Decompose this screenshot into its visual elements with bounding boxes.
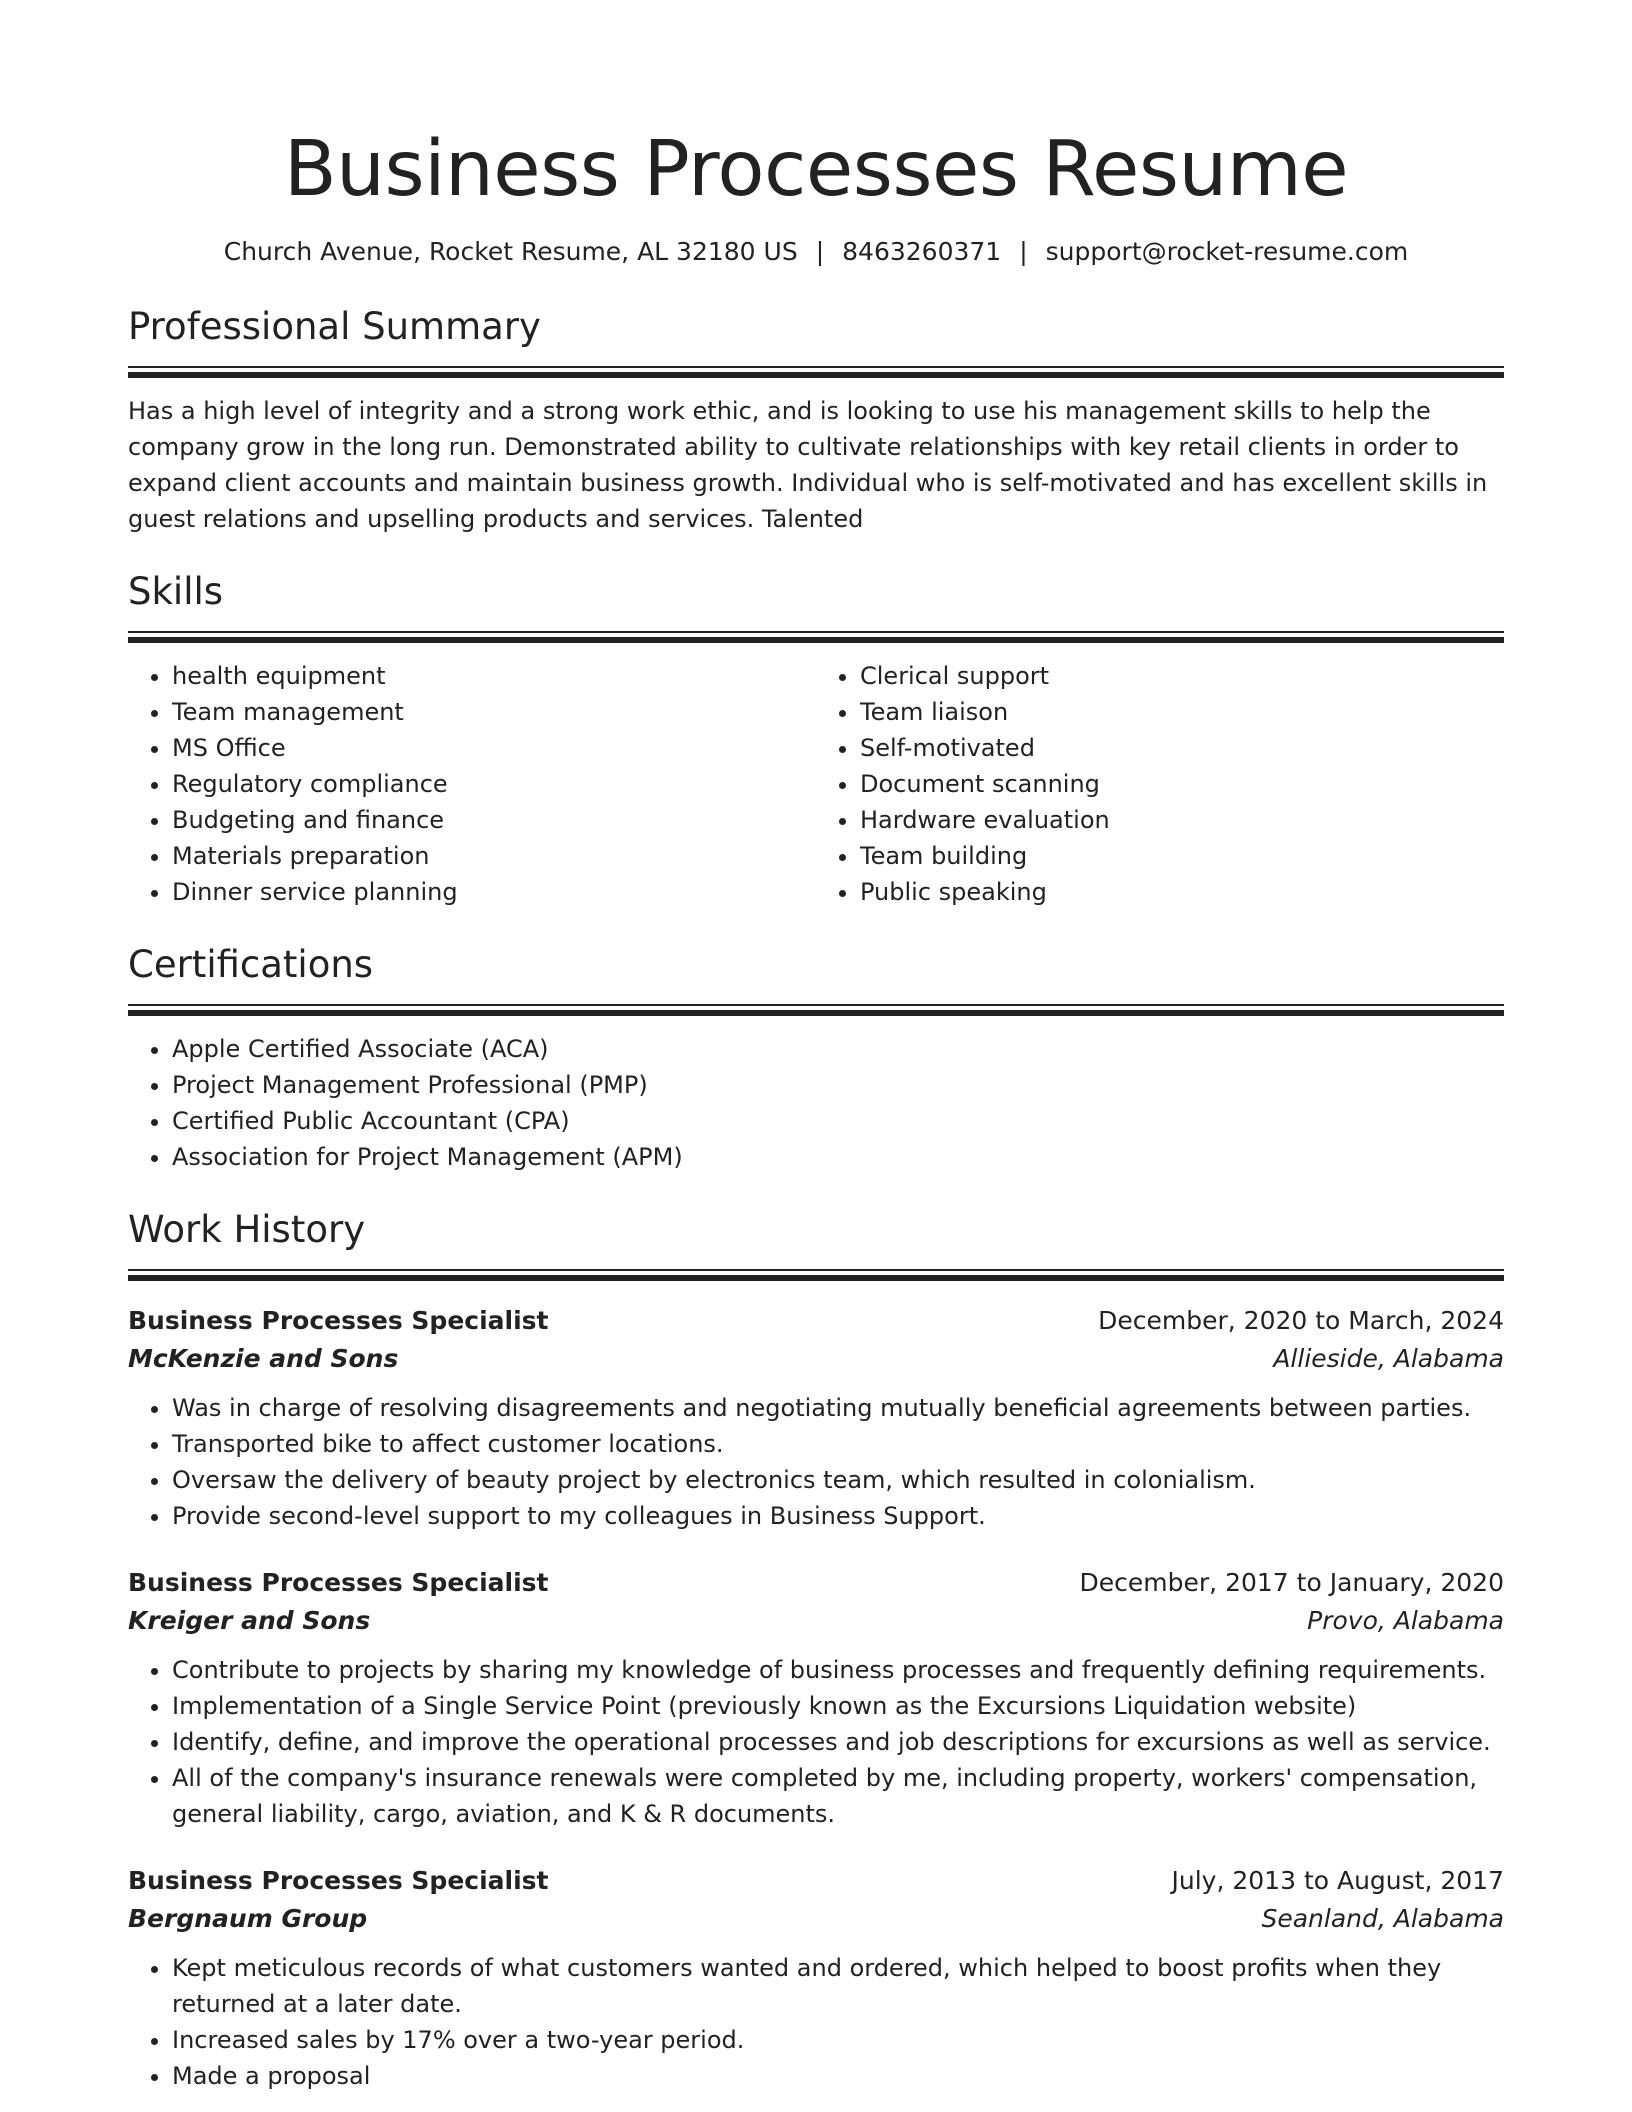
job-bullet: • All of the company's insurance renewals were completed by me, including property, workers' compensation, general liability, cargo, aviation, and K & R documents. [172, 1760, 1504, 1832]
skill-item: • MS Office [172, 730, 816, 766]
job-bullet: • Provide second-level support to my colleagues in Business Support. [172, 1498, 1504, 1534]
job-header [128, 1302, 1504, 1340]
certification-item: • Apple Certified Associate (ACA) [172, 1031, 1504, 1067]
summary-text: Has a high level of integrity and a strong work ethic, and is looking to use his management skills to help the company grow in the long run. Demonstrated ability to cultivate relationships with key retail clients in order to expand client accounts and maintain business growth. Individual who is self-motivated and has excellent skills in guest relations and upselling products and services. Talented [128, 397, 1488, 533]
section-divider [128, 631, 1504, 648]
skills-list-left [128, 658, 816, 910]
contact-address: Church Avenue, Rocket Resume, AL 32180 US [223, 237, 798, 266]
job-bullet: • Kept meticulous records of what customers wanted and ordered, which helped to boost profits when they returned at a later date. [172, 1950, 1504, 2022]
job-bullets [128, 1950, 1504, 2094]
skill-item: • Team liaison [860, 694, 1504, 730]
skills-list-right [816, 658, 1504, 910]
section-title-certifications: Certifications [128, 943, 374, 986]
contact-line [128, 234, 1504, 270]
job-location: Seanland, Alabama [1261, 1904, 1504, 1933]
job-header [128, 1564, 1504, 1602]
job-bullet: • Made a proposal [172, 2058, 1504, 2094]
job-subheader [128, 1340, 1504, 1378]
job-location: Provo, Alabama [1307, 1606, 1504, 1635]
job-title: Business Processes Specialist [128, 1866, 549, 1895]
section-divider [128, 1004, 1504, 1021]
job-subheader [128, 1900, 1504, 1938]
job-entry [128, 1302, 1504, 1534]
skill-item: • Public speaking [860, 874, 1504, 910]
job-title: Business Processes Specialist [128, 1568, 549, 1597]
job-bullet: • Increased sales by 17% over a two-year period. [172, 2022, 1504, 2058]
skill-item: • Self-motivated [860, 730, 1504, 766]
resume-title: Business Processes Resume [283, 125, 1349, 214]
skills-section [128, 567, 1504, 910]
section-title-skills: Skills [128, 570, 224, 613]
skill-item: • Document scanning [860, 766, 1504, 802]
skill-item: • Team management [172, 694, 816, 730]
job-company: Bergnaum Group [128, 1904, 368, 1933]
skill-item: • Team building [860, 838, 1504, 874]
certifications-section [128, 940, 1504, 1175]
job-bullet: • Identify, define, and improve the operational processes and job descriptions for excursions as well as service. [172, 1724, 1504, 1760]
job-bullet: • Was in charge of resolving disagreements and negotiating mutually beneficial agreements between parties. [172, 1390, 1504, 1426]
job-dates: July, 2013 to August, 2017 [1171, 1866, 1504, 1895]
contact-separator: | [1019, 237, 1028, 266]
job-subheader [128, 1602, 1504, 1640]
section-divider [128, 1269, 1504, 1286]
skill-item: • Materials preparation [172, 838, 816, 874]
section-title-work-history: Work History [128, 1208, 366, 1251]
job-bullet: • Transported bike to affect customer locations. [172, 1426, 1504, 1462]
contact-phone: 8463260371 [842, 237, 1002, 266]
certification-item: • Certified Public Accountant (CPA) [172, 1103, 1504, 1139]
job-bullet: • Implementation of a Single Service Point (previously known as the Excursions Liquidation website) [172, 1688, 1504, 1724]
skill-item: • Hardware evaluation [860, 802, 1504, 838]
job-entry [128, 1862, 1504, 2094]
certifications-list [128, 1031, 1504, 1175]
job-dates: December, 2017 to January, 2020 [1079, 1568, 1504, 1597]
job-company: McKenzie and Sons [128, 1344, 399, 1373]
job-bullet: • Contribute to projects by sharing my knowledge of business processes and frequently defining requirements. [172, 1652, 1504, 1688]
summary-section [128, 302, 1504, 537]
skill-item: • Clerical support [860, 658, 1504, 694]
job-dates: December, 2020 to March, 2024 [1098, 1306, 1504, 1335]
skills-columns [128, 658, 1504, 910]
certification-item: • Project Management Professional (PMP) [172, 1067, 1504, 1103]
certification-item: • Association for Project Management (APM) [172, 1139, 1504, 1175]
job-bullets [128, 1390, 1504, 1534]
work-history-section [128, 1205, 1504, 2094]
skill-item: • Budgeting and finance [172, 802, 816, 838]
job-entry [128, 1564, 1504, 1832]
job-title: Business Processes Specialist [128, 1306, 549, 1335]
job-bullet: • Oversaw the delivery of beauty project by electronics team, which resulted in colonialism. [172, 1462, 1504, 1498]
job-header [128, 1862, 1504, 1900]
job-company: Kreiger and Sons [128, 1606, 371, 1635]
job-bullets [128, 1652, 1504, 1832]
skill-item: • Regulatory compliance [172, 766, 816, 802]
contact-separator: | [815, 237, 825, 266]
skill-item: • Dinner service planning [172, 874, 816, 910]
contact-email: support@rocket-resume.com [1045, 237, 1409, 266]
job-location: Allieside, Alabama [1273, 1344, 1504, 1373]
skill-item: • health equipment [172, 658, 816, 694]
section-title-summary: Professional Summary [128, 305, 541, 348]
section-divider [128, 366, 1504, 383]
